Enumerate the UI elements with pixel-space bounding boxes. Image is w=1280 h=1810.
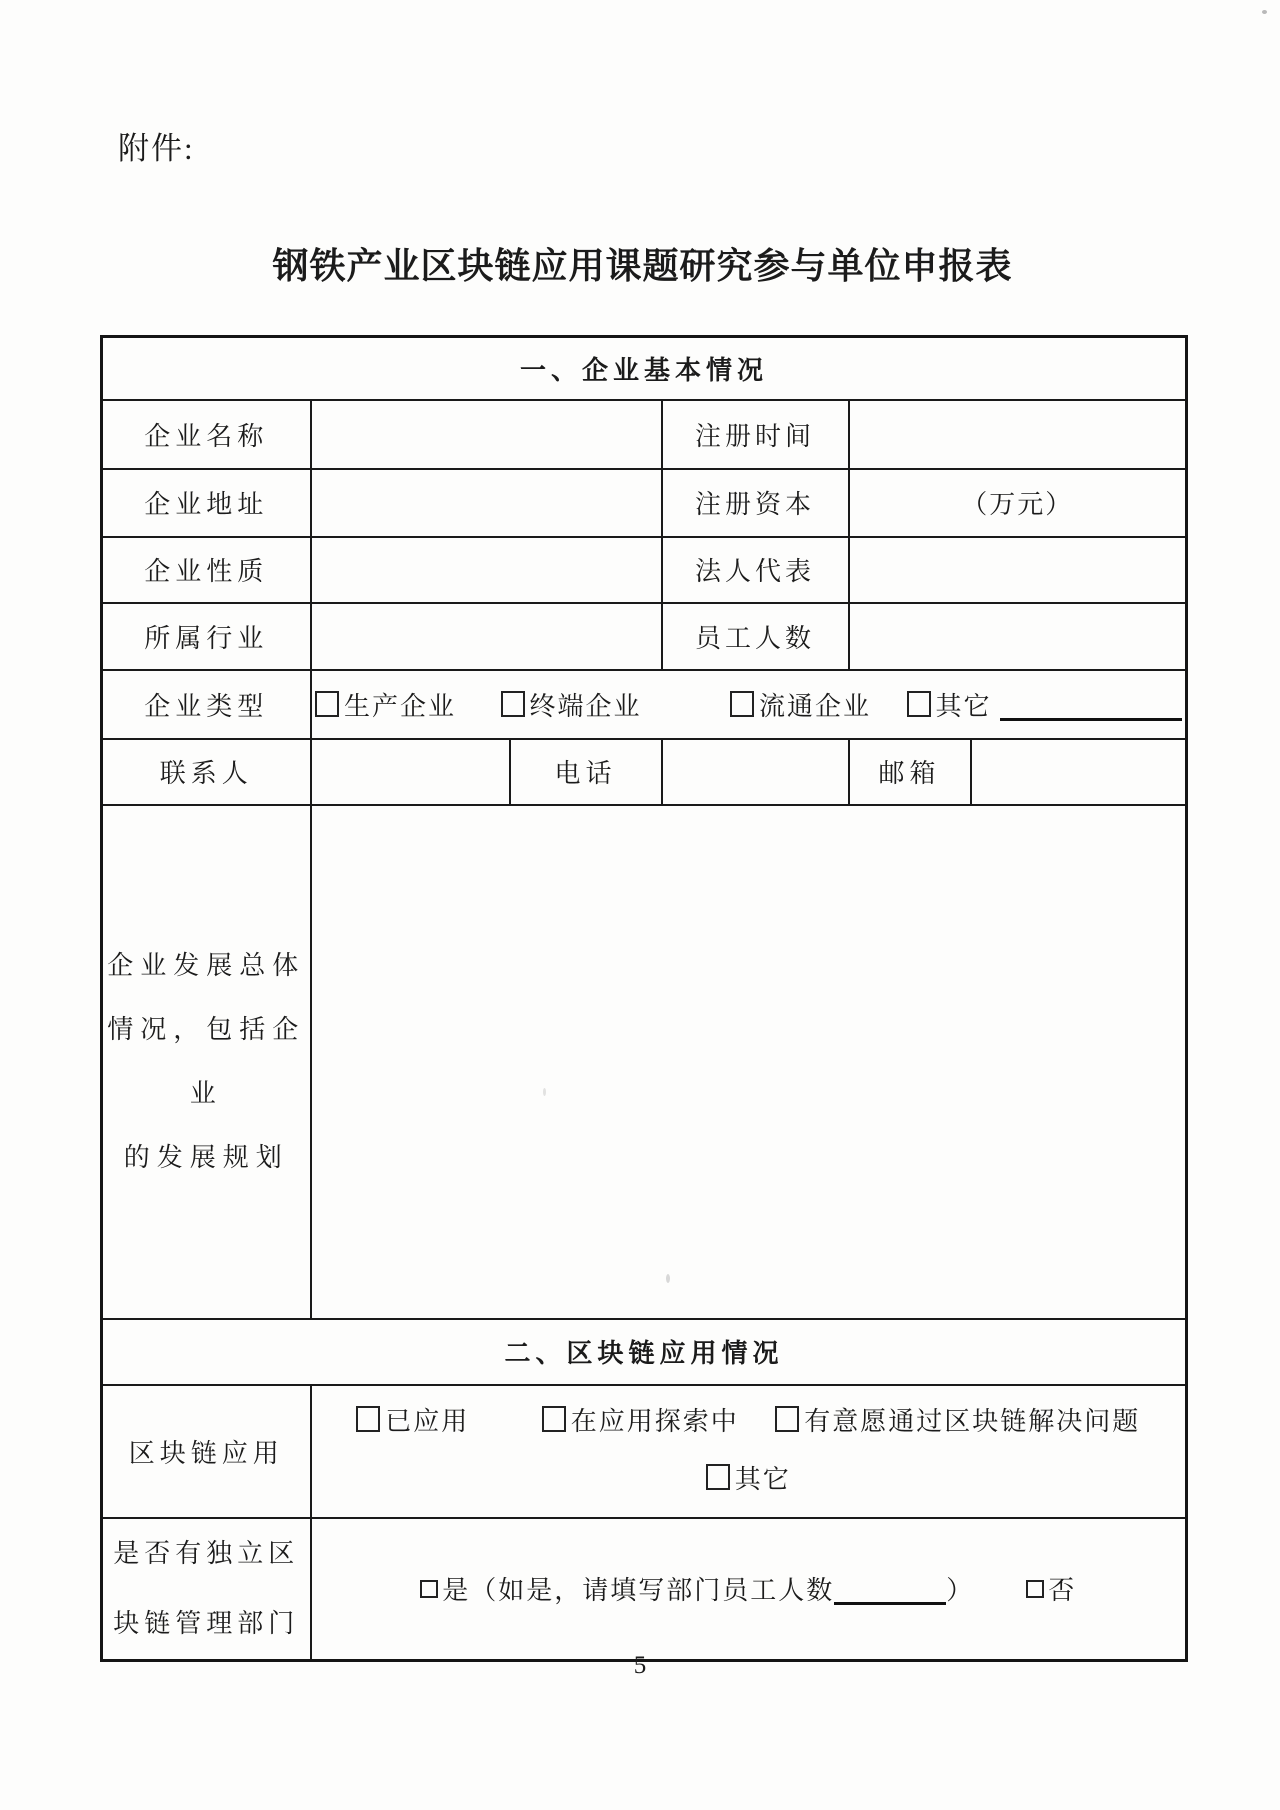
employee-count-label: 员工人数 <box>662 603 849 670</box>
legal-representative-label: 法人代表 <box>662 537 849 603</box>
independent-dept-options <box>311 1518 1187 1661</box>
application-form-table <box>100 335 1188 1662</box>
checkbox-icon <box>420 1580 438 1598</box>
page-title: 钢铁产业区块链应用课题研究参与单位申报表 <box>272 246 1013 286</box>
company-type-option: 生产企业 <box>315 692 456 721</box>
checkbox-icon <box>356 1406 380 1432</box>
checkbox-icon <box>1026 1580 1044 1598</box>
scan-speck <box>1262 10 1267 14</box>
employee-count-value <box>849 603 1187 670</box>
table-row <box>102 739 1187 805</box>
table-row <box>102 400 1187 469</box>
dept-count-fill-line <box>834 1578 946 1605</box>
checkbox-icon <box>775 1406 799 1432</box>
company-type-options <box>311 670 1187 739</box>
table-row <box>102 670 1187 739</box>
blockchain-option: 有意愿通过区块链解决问题 <box>775 1407 1140 1436</box>
checkbox-icon <box>315 691 339 717</box>
registration-date-value <box>849 400 1187 469</box>
checkbox-icon <box>542 1406 566 1432</box>
registered-capital-label: 注册资本 <box>662 469 849 537</box>
industry-label: 所属行业 <box>102 603 311 670</box>
blockchain-options-line1 <box>312 1393 1186 1451</box>
section1-header: 一、企业基本情况 <box>102 337 1187 400</box>
checkbox-icon <box>501 691 525 717</box>
other-fill-line <box>1000 694 1182 721</box>
blockchain-options-line2 <box>312 1451 1186 1509</box>
table-row <box>102 537 1187 603</box>
checkbox-icon <box>907 691 931 717</box>
scan-speck <box>666 1274 670 1283</box>
development-overview-content <box>311 805 1187 1319</box>
company-type-option: 终端企业 <box>501 692 642 721</box>
industry-value <box>311 603 662 670</box>
company-name-value <box>311 400 662 469</box>
section2-header: 二、区块链应用情况 <box>102 1319 1187 1385</box>
registered-capital-unit: （万元） <box>849 469 1187 537</box>
table-row <box>102 1385 1187 1518</box>
company-name-label: 企业名称 <box>102 400 311 469</box>
table-row <box>102 805 1187 1319</box>
independent-dept-label: 是否有独立区 块链管理部门 <box>102 1518 311 1661</box>
contact-person-value <box>311 739 510 805</box>
blockchain-option-other: 其它 <box>706 1465 791 1494</box>
contact-person-label: 联系人 <box>102 739 311 805</box>
email-value <box>971 739 1187 805</box>
phone-value <box>662 739 849 805</box>
checkbox-icon <box>730 691 754 717</box>
email-label: 邮箱 <box>849 739 971 805</box>
dept-no-text: 否 <box>1048 1576 1077 1605</box>
company-address-label: 企业地址 <box>102 469 311 537</box>
table-row <box>102 603 1187 670</box>
blockchain-option: 已应用 <box>356 1407 469 1436</box>
blockchain-application-label: 区块链应用 <box>102 1385 311 1518</box>
company-nature-label: 企业性质 <box>102 537 311 603</box>
checkbox-icon <box>706 1464 730 1490</box>
table-row <box>102 469 1187 537</box>
company-type-option: 流通企业 <box>730 692 871 721</box>
attachment-label: 附件: <box>118 131 195 166</box>
blockchain-application-options <box>311 1385 1187 1518</box>
company-type-label: 企业类型 <box>102 670 311 739</box>
development-overview-label: 企业发展总体 情况，包括企业 的发展规划 <box>102 805 311 1319</box>
scan-speck <box>543 1088 546 1096</box>
legal-representative-value <box>849 537 1187 603</box>
page-number: 5 <box>633 1652 647 1679</box>
phone-label: 电话 <box>510 739 662 805</box>
dept-yes-close: ） <box>946 1576 975 1605</box>
blockchain-option: 在应用探索中 <box>542 1407 739 1436</box>
dept-yes-text: 是（如是，请填写部门员工人数 <box>442 1576 835 1605</box>
company-type-option-other: 其它 <box>907 692 1182 721</box>
registration-date-label: 注册时间 <box>662 400 849 469</box>
company-address-value <box>311 469 662 537</box>
table-row <box>102 1518 1187 1661</box>
company-nature-value <box>311 537 662 603</box>
